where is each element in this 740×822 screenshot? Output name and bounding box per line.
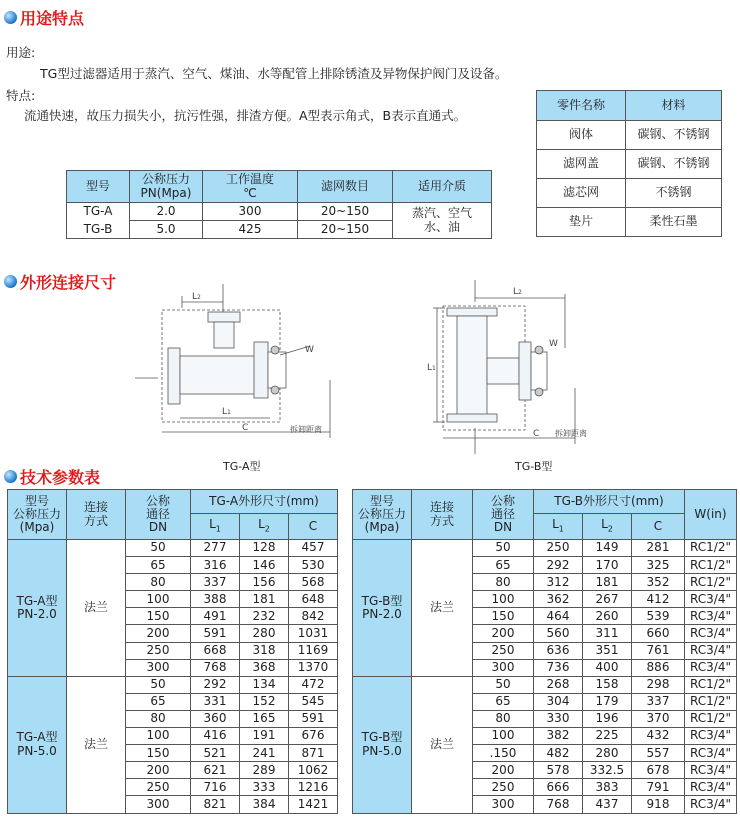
params-value-cell: 225 bbox=[583, 728, 632, 745]
params-value-cell: RC3/4" bbox=[685, 642, 737, 659]
use-text: TG型过滤器适用于蒸汽、空气、煤油、水等配管上排除锈渣及异物保护阀门及设备。 bbox=[40, 66, 508, 81]
tg-b-l2-text: L bbox=[513, 287, 519, 297]
params-model-cell bbox=[8, 540, 67, 677]
pb-header-w: W(in) bbox=[685, 490, 737, 540]
params-value-cell: 158 bbox=[583, 676, 632, 693]
params-value-cell: 300 bbox=[473, 796, 534, 813]
params-value-cell: 1216 bbox=[289, 779, 338, 796]
pb-header-dn-l3: DN bbox=[493, 520, 513, 535]
params-value-cell: 100 bbox=[473, 591, 534, 608]
params-value-cell: 150 bbox=[126, 745, 191, 762]
params-value-cell: 165 bbox=[240, 710, 289, 727]
pa-header-dn-l1: 公称 bbox=[145, 493, 170, 508]
params-pn-text: PN-2.0 bbox=[362, 606, 402, 621]
params-value-cell: 560 bbox=[534, 625, 583, 642]
params-value-cell: 65 bbox=[126, 693, 191, 710]
tg-b-removal-label: 拆卸距离 bbox=[555, 429, 587, 438]
spec-media-line1: 蒸汽、空气 bbox=[411, 206, 472, 221]
params-value-cell: 100 bbox=[473, 728, 534, 745]
params-value-cell: 1062 bbox=[289, 762, 338, 779]
tg-a-l1-sub: 1 bbox=[227, 409, 231, 416]
params-value-cell: 491 bbox=[191, 608, 240, 625]
spec-cell: 300 bbox=[203, 203, 298, 221]
params-value-cell: 80 bbox=[126, 710, 191, 727]
params-value-cell: 842 bbox=[289, 608, 338, 625]
pb-header-l2 bbox=[583, 514, 632, 540]
params-value-cell: 250 bbox=[473, 779, 534, 796]
tg-b-l2-sub: 2 bbox=[518, 289, 522, 296]
spec-header-pressure bbox=[130, 171, 203, 203]
params-value-cell: 351 bbox=[583, 642, 632, 659]
params-value-cell: 65 bbox=[473, 693, 534, 710]
params-value-cell: 382 bbox=[534, 728, 583, 745]
tg-a-diagram bbox=[130, 280, 370, 450]
pb-header-conn-l2: 方式 bbox=[429, 513, 454, 528]
spec-media-line2: 水、油 bbox=[423, 219, 460, 234]
params-value-cell: 280 bbox=[583, 745, 632, 762]
pa-header-dn-l2: 通径 bbox=[145, 506, 170, 521]
params-value-cell: RC1/2" bbox=[685, 557, 737, 574]
pb-header-l2-sub: 2 bbox=[607, 524, 613, 534]
params-value-cell: 325 bbox=[632, 557, 685, 574]
materials-table bbox=[536, 90, 722, 237]
params-value-cell: 578 bbox=[534, 762, 583, 779]
params-value-cell: RC3/4" bbox=[685, 762, 737, 779]
params-value-cell: 437 bbox=[583, 796, 632, 813]
spec-cell: TG-B bbox=[67, 221, 130, 239]
spec-cell: 20~150 bbox=[298, 203, 393, 221]
params-pn-text: PN-2.0 bbox=[17, 606, 57, 621]
spec-media-cell bbox=[393, 203, 492, 239]
params-pn-text: PN-5.0 bbox=[362, 743, 402, 758]
material-part-cell: 阀体 bbox=[537, 121, 626, 150]
params-model-text: TG-A型 bbox=[16, 730, 58, 745]
params-value-cell: 250 bbox=[126, 642, 191, 659]
spec-table bbox=[66, 170, 492, 239]
params-value-cell: 280 bbox=[240, 625, 289, 642]
pa-header-l1-text: L bbox=[209, 517, 216, 532]
pa-header-dn-l3: DN bbox=[148, 520, 168, 535]
params-value-cell: 146 bbox=[240, 557, 289, 574]
params-a-table bbox=[7, 489, 338, 814]
tg-b-caption: TG-B型 bbox=[515, 460, 553, 473]
params-value-cell: 100 bbox=[126, 728, 191, 745]
params-value-cell: 232 bbox=[240, 608, 289, 625]
params-value-cell: 886 bbox=[632, 659, 685, 676]
params-value-cell: RC1/2" bbox=[685, 540, 737, 557]
params-value-cell: 333 bbox=[240, 779, 289, 796]
pb-header-dn-l1: 公称 bbox=[490, 493, 515, 508]
params-value-cell: RC3/4" bbox=[685, 728, 737, 745]
spec-header-temp bbox=[203, 171, 298, 203]
params-value-cell: 80 bbox=[126, 574, 191, 591]
params-value-cell: 50 bbox=[473, 540, 534, 557]
params-value-cell: 464 bbox=[534, 608, 583, 625]
params-model-text: TG-B型 bbox=[361, 593, 403, 608]
params-value-cell: 768 bbox=[534, 796, 583, 813]
params-value-cell: 761 bbox=[632, 642, 685, 659]
params-value-cell: 200 bbox=[473, 625, 534, 642]
spec-header-temp-line2: ℃ bbox=[243, 185, 257, 200]
material-value-cell: 碳钢、不锈钢 bbox=[626, 150, 722, 179]
params-value-cell: 370 bbox=[632, 710, 685, 727]
bullet-icon bbox=[4, 470, 17, 483]
params-value-cell: 267 bbox=[583, 591, 632, 608]
params-value-cell: 150 bbox=[473, 608, 534, 625]
params-value-cell: 716 bbox=[191, 779, 240, 796]
params-value-cell: 337 bbox=[632, 693, 685, 710]
params-value-cell: 352 bbox=[632, 574, 685, 591]
pb-header-dims: TG-B外形尺寸(mm) bbox=[534, 490, 685, 514]
section-title-text: 技术参数表 bbox=[20, 468, 101, 487]
params-value-cell: 300 bbox=[473, 659, 534, 676]
params-value-cell: 768 bbox=[191, 659, 240, 676]
params-value-cell: 241 bbox=[240, 745, 289, 762]
spec-cell: 20~150 bbox=[298, 221, 393, 239]
params-value-cell: 50 bbox=[126, 676, 191, 693]
pb-header-dn bbox=[473, 490, 534, 540]
params-value-cell: 170 bbox=[583, 557, 632, 574]
params-value-cell: 636 bbox=[534, 642, 583, 659]
params-value-cell: 412 bbox=[632, 591, 685, 608]
params-value-cell: RC3/4" bbox=[685, 779, 737, 796]
pa-header-l2-sub: 2 bbox=[264, 524, 270, 534]
params-value-cell: 621 bbox=[191, 762, 240, 779]
params-value-cell: 316 bbox=[191, 557, 240, 574]
params-value-cell: 311 bbox=[583, 625, 632, 642]
params-value-cell: 591 bbox=[191, 625, 240, 642]
spec-header-mesh: 滤网数目 bbox=[298, 171, 393, 203]
tg-b-l1-text: L bbox=[427, 363, 433, 373]
params-value-cell: 181 bbox=[583, 574, 632, 591]
params-model-cell bbox=[8, 676, 67, 813]
spec-header-media: 适用介质 bbox=[393, 171, 492, 203]
section-title-text: 用途特点 bbox=[20, 9, 85, 28]
params-value-cell: RC3/4" bbox=[685, 796, 737, 813]
params-value-cell: 250 bbox=[473, 642, 534, 659]
params-value-cell: 50 bbox=[473, 676, 534, 693]
pa-header-l2-text: L bbox=[258, 517, 265, 532]
spec-header-pressure-line1: 公称压力 bbox=[141, 172, 190, 187]
params-value-cell: 591 bbox=[289, 710, 338, 727]
params-value-cell: RC3/4" bbox=[685, 608, 737, 625]
params-conn-cell: 法兰 bbox=[412, 676, 473, 813]
params-value-cell: 521 bbox=[191, 745, 240, 762]
params-value-cell: 179 bbox=[583, 693, 632, 710]
params-value-cell: 918 bbox=[632, 796, 685, 813]
tg-b-l2-label bbox=[513, 287, 522, 297]
params-value-cell: 191 bbox=[240, 728, 289, 745]
pb-header-model bbox=[353, 490, 412, 540]
params-conn-cell: 法兰 bbox=[67, 676, 126, 813]
section-title-usage bbox=[4, 6, 84, 29]
tg-b-l1-sub: 1 bbox=[432, 365, 436, 372]
spec-cell: 425 bbox=[203, 221, 298, 239]
params-value-cell: 400 bbox=[583, 659, 632, 676]
params-value-cell: 150 bbox=[126, 608, 191, 625]
pa-header-conn-l2: 方式 bbox=[83, 513, 108, 528]
params-b-table bbox=[352, 489, 737, 814]
params-value-cell: 196 bbox=[583, 710, 632, 727]
params-value-cell: 80 bbox=[473, 574, 534, 591]
params-value-cell: 482 bbox=[534, 745, 583, 762]
params-value-cell: RC1/2" bbox=[685, 676, 737, 693]
params-value-cell: 289 bbox=[240, 762, 289, 779]
params-value-cell: 432 bbox=[632, 728, 685, 745]
pb-header-c: C bbox=[632, 514, 685, 540]
params-value-cell: 557 bbox=[632, 745, 685, 762]
pb-header-model-l3: (Mpa) bbox=[364, 520, 400, 535]
params-value-cell: 539 bbox=[632, 608, 685, 625]
params-value-cell: 668 bbox=[191, 642, 240, 659]
spec-cell: 2.0 bbox=[130, 203, 203, 221]
params-value-cell: 100 bbox=[126, 591, 191, 608]
params-value-cell: RC1/2" bbox=[685, 693, 737, 710]
tg-b-w-label: W bbox=[549, 339, 558, 349]
params-value-cell: 250 bbox=[126, 779, 191, 796]
bullet-icon bbox=[4, 275, 17, 288]
params-value-cell: 871 bbox=[289, 745, 338, 762]
params-value-cell: RC1/2" bbox=[685, 710, 737, 727]
spec-cell: TG-A bbox=[67, 203, 130, 221]
params-value-cell: 65 bbox=[473, 557, 534, 574]
params-value-cell: 362 bbox=[534, 591, 583, 608]
spec-header-temp-line1: 工作温度 bbox=[225, 172, 274, 187]
params-value-cell: 337 bbox=[191, 574, 240, 591]
params-value-cell: 152 bbox=[240, 693, 289, 710]
params-value-cell: 128 bbox=[240, 540, 289, 557]
params-model-cell bbox=[353, 676, 412, 813]
params-model-cell bbox=[353, 540, 412, 677]
spec-cell: 5.0 bbox=[130, 221, 203, 239]
pa-header-l1 bbox=[191, 514, 240, 540]
pa-header-c: C bbox=[289, 514, 338, 540]
materials-header-part: 零件名称 bbox=[537, 91, 626, 121]
tg-a-l2-label bbox=[192, 292, 201, 302]
pb-header-l1-sub: 1 bbox=[558, 524, 564, 534]
params-pn-text: PN-5.0 bbox=[17, 743, 57, 758]
section-title-dimensions bbox=[4, 270, 116, 293]
params-value-cell: 300 bbox=[126, 659, 191, 676]
use-label: 用途: bbox=[6, 45, 36, 60]
params-value-cell: 200 bbox=[126, 762, 191, 779]
pa-header-l1-sub: 1 bbox=[215, 524, 221, 534]
feature-text: 流通快速，故压力损失小，抗污性强，排渣方便。A型表示角式，B表示直通式。 bbox=[24, 108, 467, 123]
params-value-cell: 250 bbox=[534, 540, 583, 557]
params-value-cell: RC3/4" bbox=[685, 625, 737, 642]
pb-header-conn-l1: 连接 bbox=[429, 500, 454, 515]
params-value-cell: 383 bbox=[583, 779, 632, 796]
params-value-cell: 200 bbox=[126, 625, 191, 642]
params-model-text: TG-B型 bbox=[361, 730, 403, 745]
pb-header-dn-l2: 通径 bbox=[490, 506, 515, 521]
section-title-params bbox=[4, 465, 100, 488]
pa-header-conn-l1: 连接 bbox=[83, 500, 108, 515]
pa-header-conn bbox=[67, 490, 126, 540]
pa-header-model bbox=[8, 490, 67, 540]
pb-header-l1-text: L bbox=[552, 517, 559, 532]
params-value-cell: 298 bbox=[632, 676, 685, 693]
feature-label: 特点: bbox=[6, 88, 36, 103]
params-value-cell: 268 bbox=[534, 676, 583, 693]
pa-header-dn bbox=[126, 490, 191, 540]
bullet-icon bbox=[4, 11, 17, 24]
params-value-cell: 304 bbox=[534, 693, 583, 710]
params-value-cell: 791 bbox=[632, 779, 685, 796]
params-value-cell: 472 bbox=[289, 676, 338, 693]
params-value-cell: 65 bbox=[126, 557, 191, 574]
material-value-cell: 碳钢、不锈钢 bbox=[626, 121, 722, 150]
materials-header-material: 材料 bbox=[626, 91, 722, 121]
params-value-cell: 821 bbox=[191, 796, 240, 813]
params-value-cell: 331 bbox=[191, 693, 240, 710]
params-value-cell: RC3/4" bbox=[685, 591, 737, 608]
params-value-cell: 666 bbox=[534, 779, 583, 796]
params-value-cell: 568 bbox=[289, 574, 338, 591]
params-value-cell: 300 bbox=[126, 796, 191, 813]
tg-a-l1-label bbox=[222, 407, 231, 417]
params-value-cell: 292 bbox=[534, 557, 583, 574]
params-value-cell: 678 bbox=[632, 762, 685, 779]
params-value-cell: 660 bbox=[632, 625, 685, 642]
section-title-text: 外形连接尺寸 bbox=[20, 273, 117, 292]
params-value-cell: RC3/4" bbox=[685, 745, 737, 762]
tg-b-diagram bbox=[415, 278, 615, 463]
pa-header-dims: TG-A外形尺寸(mm) bbox=[191, 490, 338, 514]
params-value-cell: 318 bbox=[240, 642, 289, 659]
tg-a-l2-text: L bbox=[192, 292, 198, 302]
pb-header-l2-text: L bbox=[601, 517, 608, 532]
params-value-cell: 149 bbox=[583, 540, 632, 557]
params-value-cell: 384 bbox=[240, 796, 289, 813]
params-conn-cell: 法兰 bbox=[412, 540, 473, 677]
pa-header-model-l3: (Mpa) bbox=[19, 520, 55, 535]
material-value-cell: 柔性石墨 bbox=[626, 208, 722, 237]
pa-header-l2 bbox=[240, 514, 289, 540]
params-value-cell: 332.5 bbox=[583, 762, 632, 779]
tg-b-l1-label bbox=[427, 363, 436, 373]
tg-a-caption: TG-A型 bbox=[223, 460, 261, 473]
params-model-text: TG-A型 bbox=[16, 593, 58, 608]
pb-header-model-l2: 公称压力 bbox=[357, 506, 406, 521]
material-part-cell: 滤芯网 bbox=[537, 179, 626, 208]
params-value-cell: 648 bbox=[289, 591, 338, 608]
tg-a-removal-label: 拆卸距离 bbox=[290, 425, 322, 434]
params-value-cell: 200 bbox=[473, 762, 534, 779]
params-value-cell: 1031 bbox=[289, 625, 338, 642]
params-value-cell: 360 bbox=[191, 710, 240, 727]
params-value-cell: 80 bbox=[473, 710, 534, 727]
params-value-cell: 292 bbox=[191, 676, 240, 693]
params-value-cell: 416 bbox=[191, 728, 240, 745]
pa-header-model-l2: 公称压力 bbox=[12, 506, 61, 521]
params-value-cell: 736 bbox=[534, 659, 583, 676]
params-value-cell: 181 bbox=[240, 591, 289, 608]
pb-header-l1 bbox=[534, 514, 583, 540]
pb-header-model-l1: 型号 bbox=[369, 493, 394, 508]
pa-header-model-l1: 型号 bbox=[24, 493, 49, 508]
material-part-cell: 滤网盖 bbox=[537, 150, 626, 179]
tg-a-c-label: C bbox=[242, 423, 249, 433]
params-value-cell: 457 bbox=[289, 540, 338, 557]
params-value-cell: 676 bbox=[289, 728, 338, 745]
params-value-cell: RC1/2" bbox=[685, 574, 737, 591]
tg-a-l2-sub: 2 bbox=[197, 294, 201, 301]
params-value-cell: .150 bbox=[473, 745, 534, 762]
params-value-cell: 1421 bbox=[289, 796, 338, 813]
params-value-cell: 50 bbox=[126, 540, 191, 557]
params-value-cell: 545 bbox=[289, 693, 338, 710]
tg-a-l1-text: L bbox=[222, 407, 228, 417]
params-value-cell: 1169 bbox=[289, 642, 338, 659]
params-value-cell: 330 bbox=[534, 710, 583, 727]
material-part-cell: 垫片 bbox=[537, 208, 626, 237]
params-value-cell: 277 bbox=[191, 540, 240, 557]
material-value-cell: 不锈钢 bbox=[626, 179, 722, 208]
spec-header-model: 型号 bbox=[67, 171, 130, 203]
params-value-cell: 388 bbox=[191, 591, 240, 608]
params-value-cell: 134 bbox=[240, 676, 289, 693]
params-value-cell: RC3/4" bbox=[685, 659, 737, 676]
params-value-cell: 530 bbox=[289, 557, 338, 574]
tg-a-w-label: W bbox=[305, 345, 314, 355]
params-value-cell: 260 bbox=[583, 608, 632, 625]
params-value-cell: 156 bbox=[240, 574, 289, 591]
pb-header-conn bbox=[412, 490, 473, 540]
tg-b-c-label: C bbox=[533, 429, 540, 439]
params-value-cell: 368 bbox=[240, 659, 289, 676]
spec-header-pressure-line2: PN(Mpa) bbox=[140, 185, 192, 200]
params-conn-cell: 法兰 bbox=[67, 540, 126, 677]
params-value-cell: 1370 bbox=[289, 659, 338, 676]
params-value-cell: 312 bbox=[534, 574, 583, 591]
params-value-cell: 281 bbox=[632, 540, 685, 557]
